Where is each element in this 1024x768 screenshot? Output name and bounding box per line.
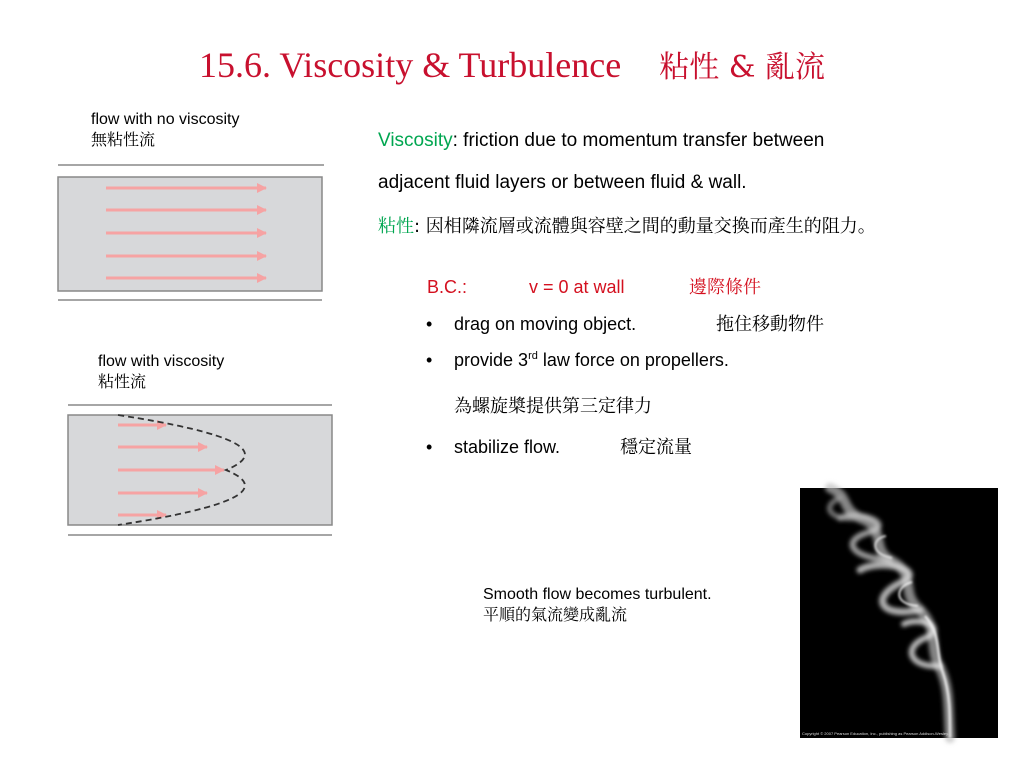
bullet-text-post: law force on propellers. bbox=[537, 350, 729, 370]
title-chinese: 粘性 & 亂流 bbox=[659, 50, 825, 85]
viscosity-term: Viscosity bbox=[378, 130, 453, 151]
bc-condition: v = 0 at wall bbox=[529, 277, 625, 297]
bullet-dot: • bbox=[426, 350, 433, 370]
bc-condition-zh: 邊際條件 bbox=[689, 277, 761, 298]
no-viscosity-label-zh: 無粘性流 bbox=[91, 130, 156, 149]
turbulence-caption bbox=[483, 585, 712, 625]
bullet-text: drag on moving object. bbox=[454, 314, 637, 334]
bullet-dot: • bbox=[426, 314, 433, 334]
turbulence-label-zh: 平順的氣流變成亂流 bbox=[483, 605, 628, 624]
slide-title bbox=[0, 42, 1024, 86]
bullet-item bbox=[426, 350, 729, 371]
bullet-item bbox=[426, 310, 824, 336]
definition-zh-line bbox=[378, 212, 876, 238]
bullet-text-zh: 穩定流量 bbox=[620, 437, 692, 458]
bullet-text-zh: 為螺旋槳提供第三定律力 bbox=[454, 396, 652, 417]
viscosity-label-en: flow with viscosity bbox=[98, 353, 225, 370]
no-viscosity-diagram bbox=[56, 160, 326, 302]
viscosity-term-zh: 粘性 bbox=[378, 216, 414, 237]
no-viscosity-caption bbox=[91, 110, 240, 150]
copyright-text: Copyright © 2007 Pearson Education, Inc., publishing as Pearson Addison-Wesley. bbox=[802, 731, 949, 736]
bullet-text: stabilize flow. bbox=[454, 437, 561, 457]
definition-line1 bbox=[378, 130, 824, 152]
viscosity-label-zh: 粘性流 bbox=[98, 372, 147, 391]
turbulence-label-en: Smooth flow becomes turbulent. bbox=[483, 586, 712, 603]
definition-line2: adjacent fluid layers or between fluid & wall. bbox=[378, 172, 747, 193]
title-main: 15.6. Viscosity & Turbulence bbox=[199, 45, 622, 85]
bullet-text-zh: 拖住移動物件 bbox=[716, 314, 824, 335]
definition-text-zh: : 因相隣流層或流體與容壁之間的動量交換而產生的阻力。 bbox=[414, 216, 876, 237]
viscosity-diagram bbox=[66, 402, 336, 540]
bullet-text-sup: rd bbox=[528, 350, 538, 362]
bc-label: B.C.: bbox=[427, 277, 468, 297]
bullet-text-pre: provide 3 bbox=[454, 350, 529, 370]
viscosity-caption bbox=[98, 352, 224, 392]
boundary-condition bbox=[427, 273, 761, 299]
bullet-item bbox=[426, 433, 692, 459]
definition-text-1: : friction due to momentum transfer between bbox=[452, 130, 825, 151]
smoke-photo bbox=[800, 488, 998, 738]
no-viscosity-label-en: flow with no viscosity bbox=[91, 111, 240, 128]
bullet-dot: • bbox=[426, 437, 433, 457]
